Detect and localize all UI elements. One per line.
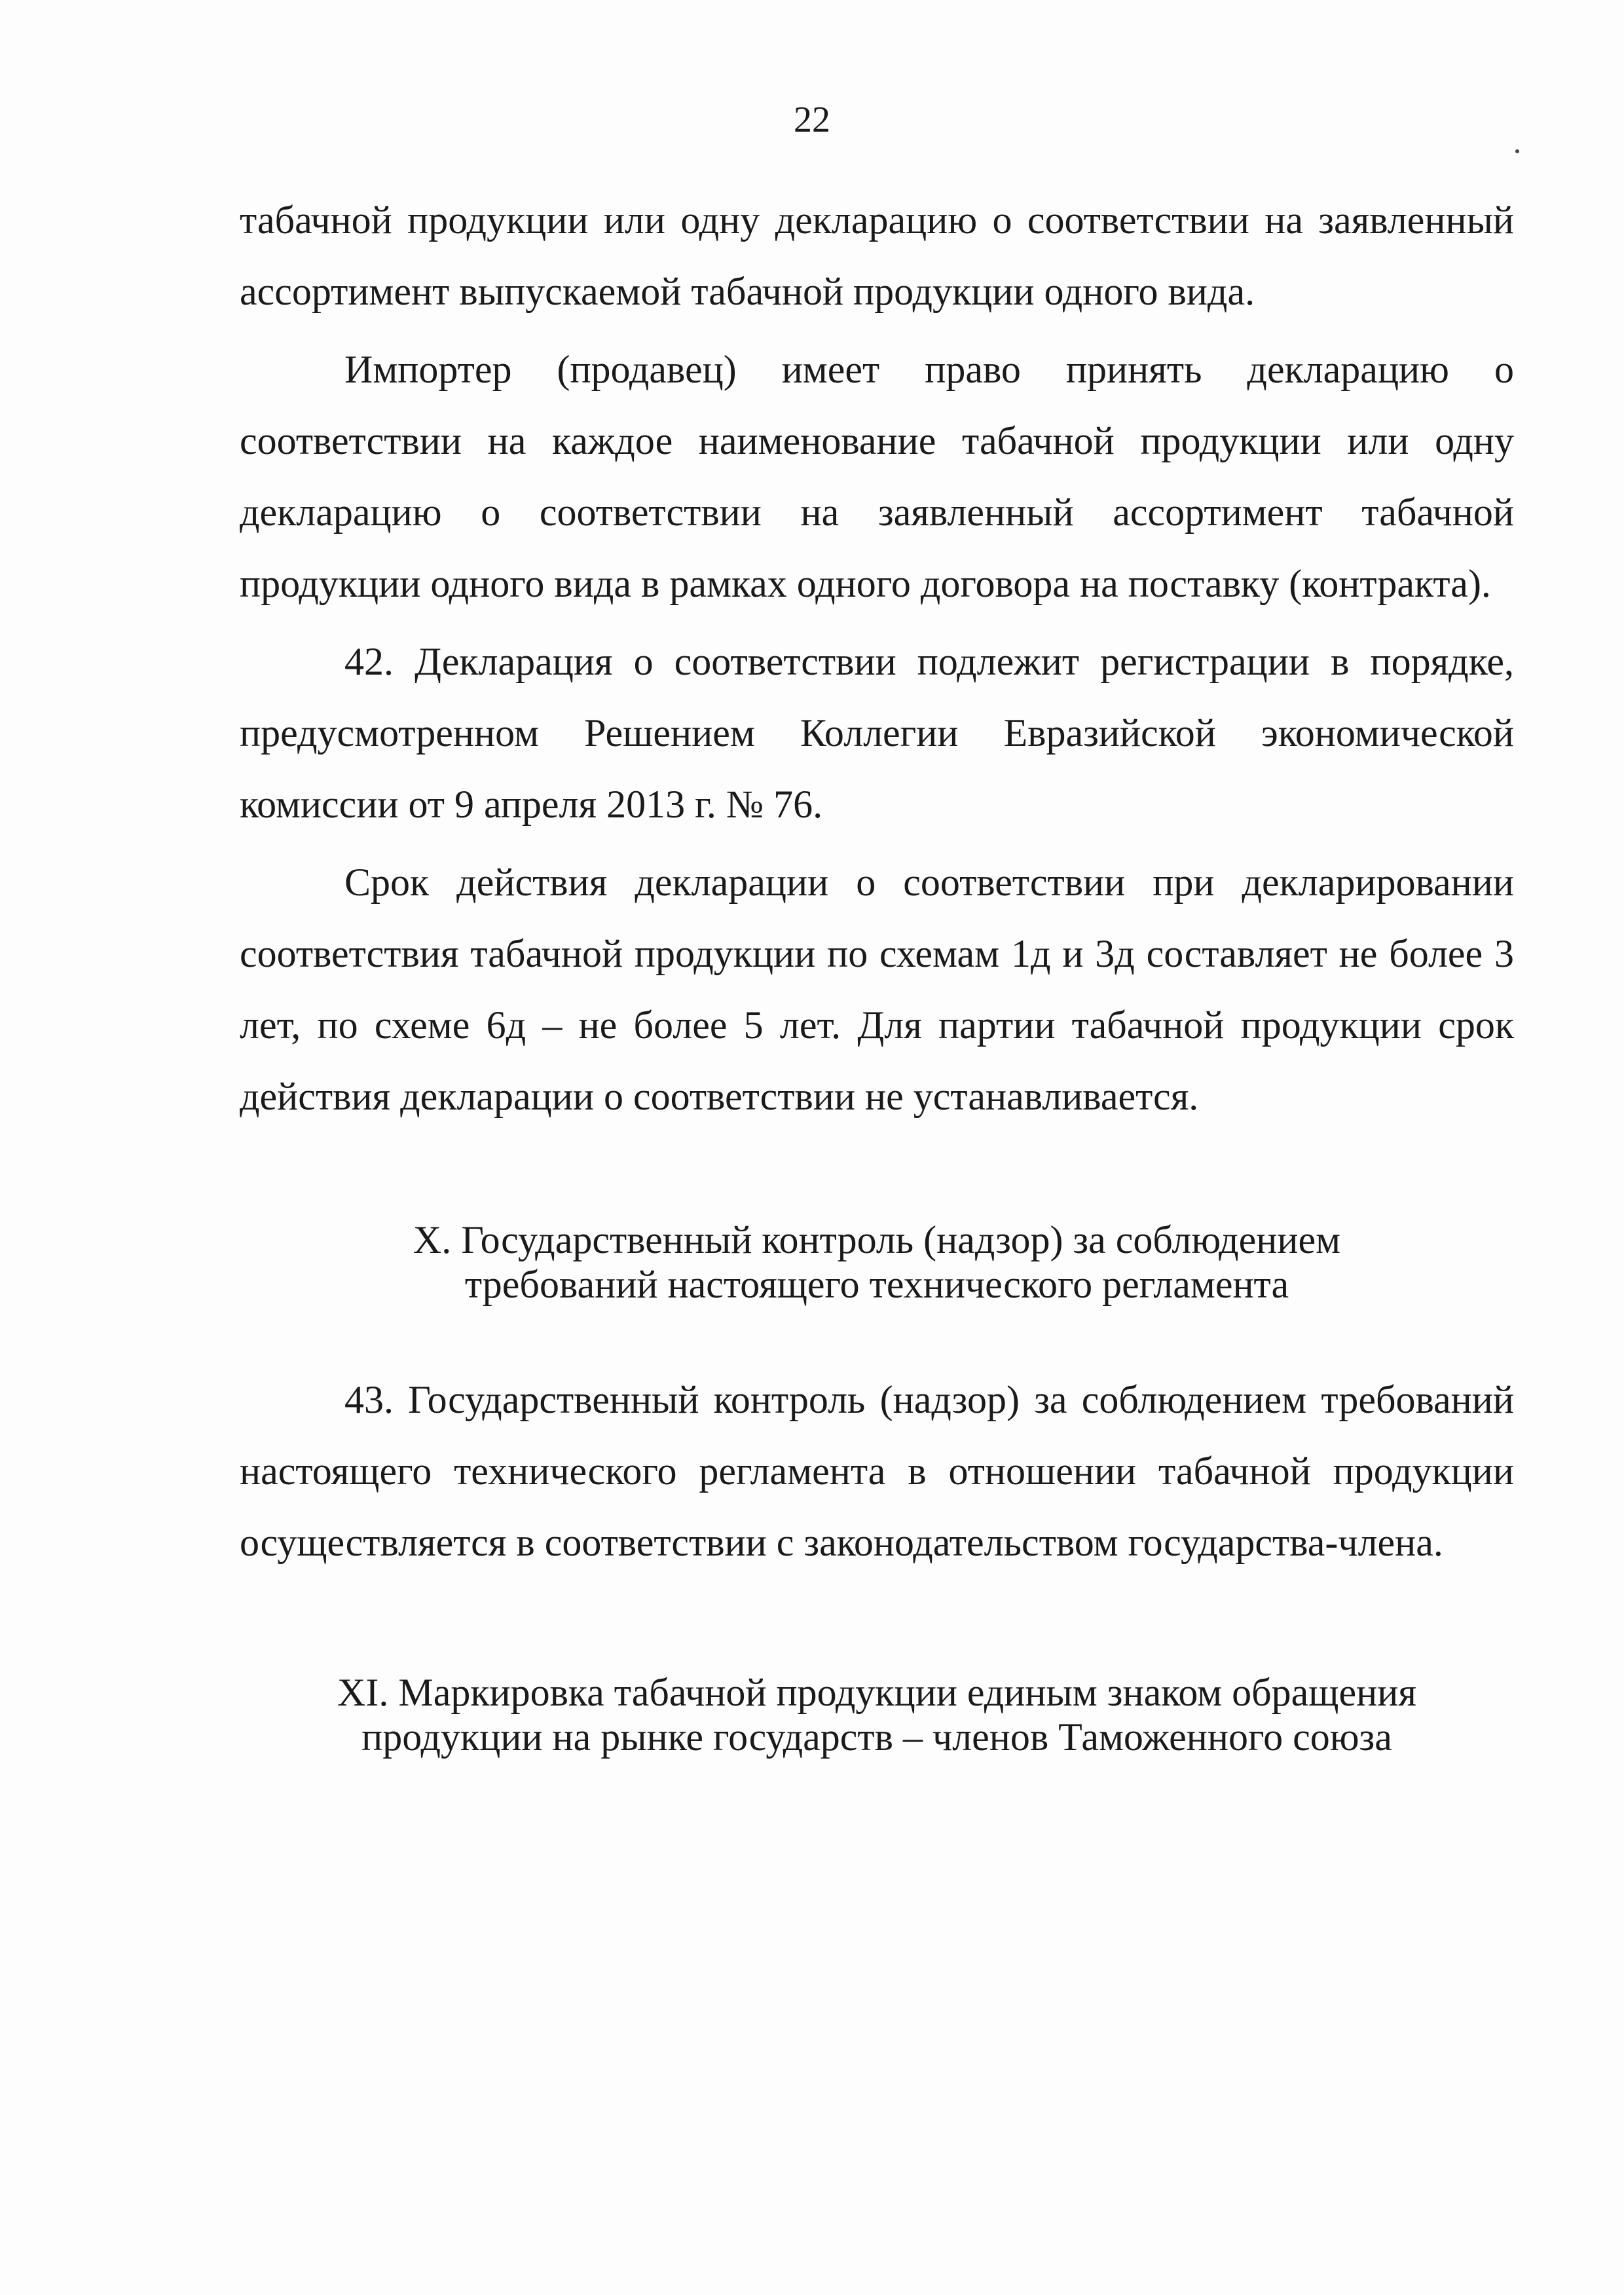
scan-artifact-dot [1515,149,1519,153]
paragraph-validity: Срок действия декларации о соответствии при декларировании соответствия табачной продукции по схемам 1д и 3д составляет не более 3 лет, по схеме 6д – не более 5 лет. Для партии табачной продукции срок действия декларации о соответствии не устанавливается. [240,861,1514,1118]
section-heading-xi-line1: XI. Маркировка табачной продукции единым знаком обращения [337,1671,1416,1714]
section-heading-x-line1: X. Государственный контроль (надзор) за соблюдением [413,1218,1341,1261]
document-body [240,185,1514,1759]
paragraph-continuation: табачной продукции или одну декларацию о соответствии на заявленный ассортимент выпускаемой табачной продукции одного вида. [240,198,1514,313]
page-number: 22 [794,100,830,140]
section-heading-xi [240,1670,1514,1759]
section-heading-xi-line2: продукции на рынке государств – членов Таможенного союза [361,1715,1392,1759]
paragraph-importer: Импортер (продавец) имеет право принять декларацию о соответствии на каждое наименование табачной продукции или одну декларацию о соответствии на заявленный ассортимент табачной продукции одного вида в рамках одного договора на поставку (контракта). [240,348,1514,605]
paragraph-43: 43. Государственный контроль (надзор) за соблюдением требований настоящего технического регламента в отношении табачной продукции осуществляется в соответствии с законодательством государства-члена. [240,1378,1514,1564]
section-heading-x-line2: требований настоящего технического регламента [464,1263,1289,1306]
section-heading-x [240,1218,1514,1307]
paragraph-42: 42. Декларация о соответствии подлежит регистрации в порядке, предусмотренном Решением Коллегии Евразийской экономической комиссии от 9 апреля 2013 г. № 76. [240,640,1514,826]
